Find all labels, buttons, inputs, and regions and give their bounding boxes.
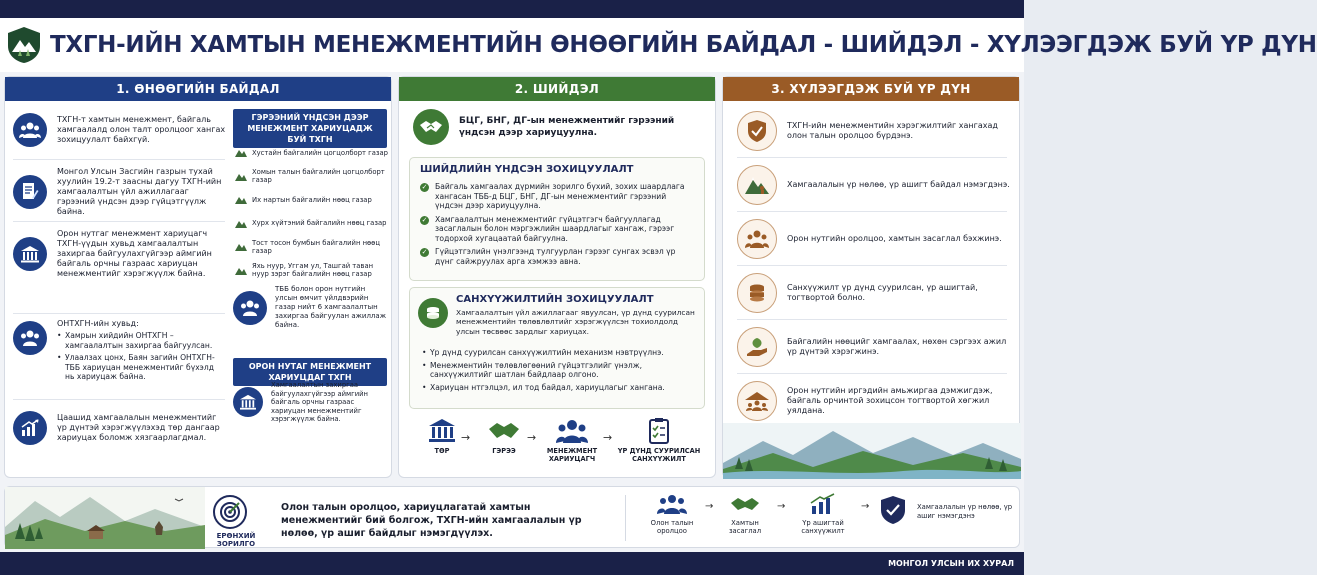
item-text: Хустайн байгалийн цогцолборт газар: [252, 148, 388, 157]
expected-results-panel: [722, 76, 1020, 478]
flow-step-financing: [617, 417, 701, 463]
goal-label: ЕРӨНХИЙ ЗОРИЛГО: [216, 532, 256, 548]
regulation-box: [409, 157, 705, 281]
people-group-icon: [233, 291, 267, 325]
item-text: Орон нутгийн иргэдийн амьжиргаа дэмжигдэж, байгаль орчинтой зохицсон тогтвортой хөгжил уялдана.: [787, 386, 993, 415]
bullet-item: • Улаалзах цонх, Баян загийн ОНТХГН- ТББ хариуцан менежментийг бүхэлд нь хариуцаж байна.: [57, 353, 225, 382]
checklist-icon: [644, 417, 674, 445]
arrow-right-icon: →: [603, 431, 613, 444]
government-building-icon: [233, 387, 263, 417]
flow-step-manager: [541, 417, 603, 463]
bullet-item: • Хамрын хийдийн ОНТХГН – хамгаалалтын захиргаа байгуулсан.: [57, 331, 225, 350]
divider: [13, 399, 225, 400]
panel-title: 3. ХҮЛЭЭГДЭЖ БУЙ ҮР ДҮН: [723, 77, 1019, 101]
people-group-icon: [13, 113, 47, 147]
list-item: [420, 182, 696, 211]
ngo-item: [233, 285, 389, 330]
local-areas-heading: ОРОН НУТАГ МЕНЕЖМЕНТ ХАРИУЦДАГ ТХГН: [233, 358, 387, 386]
financing-bullets: [422, 348, 698, 392]
list-item: [13, 319, 227, 382]
goal-strip: [4, 486, 1020, 548]
item-text: Их нартын байгалийн нөөц газар: [252, 195, 372, 204]
list-item: [235, 212, 391, 236]
document-pen-icon: [13, 175, 47, 209]
item-text: ТХГН-т хамтын менежмент, байгаль хамгаалалд олон талт оролцоог хангах зохицуулалт байхгүй.: [57, 115, 226, 144]
coins-stack-icon: [737, 273, 777, 313]
item-text: Орон нутгийн оролцоо, хамтын засаглал бэхжинэ.: [787, 234, 1002, 243]
page-title: ТХГН-ИЙН ХАМТЫН МЕНЕЖМЕНТИЙН ӨНӨӨГИЙН БАЙДАЛ - ШИЙДЭЛ - ХҮЛЭЭГДЭЖ БУЙ ҮР ДҮН: [50, 32, 1317, 58]
list-item: [235, 235, 391, 259]
divider: [737, 373, 1007, 374]
footer: МОНГОЛ УЛСЫН ИХ ХУРАЛ: [0, 552, 1024, 575]
intro-text: БЦГ, БНГ, ДГ-ын менежментийг гэрээний үндсэн дээр хариуцуулна.: [459, 116, 675, 138]
flow-step-contract: [475, 417, 533, 455]
list-item: [13, 229, 227, 279]
item-text: ОНТХГН-ийн хувьд:: [57, 319, 139, 328]
mountain-shield-logo-icon: [6, 26, 42, 64]
item-text: Хурх хүйтэний байгалийн нөөц газар: [252, 219, 387, 228]
list-item: [235, 188, 391, 212]
shield-check-icon: [879, 495, 909, 525]
list-item: [737, 327, 1013, 367]
arrow-right-icon: →: [461, 431, 471, 444]
list-item: [737, 381, 1013, 421]
check-icon: ✓: [421, 215, 428, 224]
government-building-icon: [13, 237, 47, 271]
item-text: Гүйцэтгэлийн үнэлгээнд тулгуурлан гэрээг сунгах эсвэл үр дүнг сайжруулах арга хэмжээ авна.: [435, 247, 676, 266]
people-group-icon: [657, 493, 687, 515]
list-item: [737, 111, 1013, 151]
contracted-areas-list: [235, 141, 391, 282]
bullet-item: • Менежментийн төлөвлөгөөний гүйцэтгэлийг үнэлж, санхүүжилтийг шатлан байдлаар олгоно.: [422, 361, 698, 380]
item-text: Байгаль хамгаалах дүрмийн зорилго бүхий, зохих шаардлага хангасан ТББ-д БЦГ, БНГ, ДГ-ын менежментийг гэрээний үндсэн дээр хариуцуулна.: [435, 182, 685, 210]
landscape-illustration: [723, 423, 1021, 479]
people-group-icon: [13, 321, 47, 355]
item-text: Хамгаалалтын менежментийг гүйцэтгэгч байгууллагад засаглалын болон мэргэжлийн шаардлагыг хангаж, гэрээг тодорхой хугацаатай байгуулна.: [435, 214, 675, 243]
handshake-icon: [413, 109, 449, 145]
item-text: Монгол Улсын Засгийн газрын тухай хуулийн 19.2-т заасны дагуу ТХГН-ийн хамгаалалтын үйл ажиллагааг гэрээний үндсэн дээр гүйцэтгүүлж байна.: [57, 167, 222, 216]
village-icon: [737, 381, 777, 421]
flow-label: ҮР ДҮНД СУУРИЛСАН САНХҮҮЖИЛТ: [617, 447, 701, 463]
shield-check-icon: [737, 111, 777, 151]
financing-box: [409, 287, 705, 409]
panel-title: 1. ӨНӨӨГИЙН БАЙДАЛ: [5, 77, 391, 101]
intro-row: [413, 109, 703, 145]
mountain-icon: [235, 266, 247, 275]
arrow-right-icon: →: [705, 501, 714, 512]
item-text: ТХГН-ийн менежментийн хэрэгжилтийг хангахад олон талын оролцоо бүрдэнэ.: [787, 121, 998, 140]
mountain-icon: [235, 195, 247, 204]
divider: [13, 313, 225, 314]
growth-chart-icon: [808, 493, 838, 515]
check-icon: ✓: [421, 248, 428, 256]
coins-stack-icon: [418, 298, 448, 328]
regulation-title: ШИЙДЛИЙН ҮНДСЭН ЗОХИЦУУЛАЛТ: [420, 164, 634, 175]
arrow-right-icon: →: [777, 501, 786, 512]
list-item: [235, 259, 391, 283]
target-icon: [213, 495, 247, 529]
people-group-icon: [555, 417, 589, 445]
deer-mountain-icon: [737, 165, 777, 205]
list-item: [737, 165, 1013, 205]
divider: [13, 159, 225, 160]
process-flow: [413, 417, 703, 473]
divider: [625, 495, 626, 541]
government-building-icon: [427, 417, 457, 445]
item-text: Санхүүжилт үр дүнд суурилсан, үр ашигтай, тогтвортой болно.: [787, 283, 978, 302]
top-bar: [0, 0, 1024, 18]
handshake-icon: [487, 417, 521, 445]
current-situation-panel: [4, 76, 392, 478]
mountain-icon: [235, 242, 247, 251]
item-text: Цаашид хамгаалалын менежментийг үр дүнтэй хэрэгжүүлэхэд төр дангаар хариуцах боломж хязгаарлагдмал.: [57, 413, 220, 442]
list-item: [235, 165, 391, 189]
divider: [737, 211, 1007, 212]
goal-text: Олон талын оролцоо, хариуцлагатай хамтын менежментийг бий болгож, ТХГН-ийн хамгаалалын үр нөлөө, үр ашиг байдлыг нэмэгдүүлэх.: [281, 502, 582, 539]
list-item: [737, 219, 1013, 259]
list-item: [420, 215, 696, 244]
step-label: Хамтын засаглал: [728, 519, 762, 535]
divider: [737, 319, 1007, 320]
item-text: Хамгаалалтын захиргаа байгуулахгүйгээр аймгийн байгаль орчны газраас хариуцан менежментийг хэрэгжүүлж байна.: [271, 381, 368, 424]
item-text: Байгалийн нөөцийг хамгаалах, нөхөн сэргээх ажил үр дүнтэй хэрэгжинэ.: [787, 337, 1007, 356]
arrow-right-icon: →: [527, 431, 537, 444]
goal-step: [717, 493, 773, 535]
handshake-icon: [730, 493, 760, 515]
header: [0, 18, 1317, 72]
flow-label: МЕНЕЖМЕНТ ХАРИУЦАГЧ: [546, 447, 598, 463]
list-item: [420, 247, 696, 266]
item-text: Орон нутгаг менежмент хариуцагч ТХГН-үүдын хувьд хамгаалалтын захиргаа байгуулахгүйгээр аймгийн байгаль орчны газраас хариуцан менежментийг хэрэгжүүлж байна.: [57, 229, 212, 278]
item-text: Хамгаалалын үр нөлөө, үр ашигт байдал нэмэгдэнэ.: [787, 180, 1010, 189]
community-icon: [737, 219, 777, 259]
bullet-item: • Хариуцан нтгэлцэл, ил тод байдал, хариуцлагыг хангана.: [422, 383, 698, 393]
list-item: [13, 113, 227, 147]
mountain-icon: [235, 219, 247, 228]
list-item: [737, 273, 1013, 313]
item-text: ТББ болон орон нутгийн улсын өмчит үйлдвэрийн газар нийт 6 хамгаалалтын захиргаа байгуулан ажиллаж байна.: [275, 285, 387, 329]
bullet-list: [57, 331, 225, 382]
goal-step: [791, 493, 855, 535]
divider: [737, 265, 1007, 266]
list-item: [235, 141, 391, 165]
regulation-list: [420, 182, 696, 270]
divider: [737, 157, 1007, 158]
bullet-item: • Үр дүнд суурилсан санхүүжилтийн механизм нэвтрүүлнэ.: [422, 348, 698, 358]
mountain-icon: [235, 172, 247, 181]
mountain-icon: [235, 148, 247, 157]
panel-title: 2. ШИЙДЭЛ: [399, 77, 715, 101]
list-item: [13, 167, 227, 217]
item-text: Тост тосон бумбын байгалийн нөөц газар: [252, 238, 380, 255]
local-item: [233, 381, 389, 424]
step-label: Хамгаалалын үр нөлөө, үр ашиг нэмэгдэнэ: [917, 503, 1013, 520]
arrow-right-icon: →: [861, 501, 870, 512]
contracted-areas-heading: ГЭРЭЭНИЙ ҮНДСЭН ДЭЭР МЕНЕЖМЕНТ ХАРИУЦАДЖ БУЙ ТХГН: [233, 109, 387, 148]
landscape-illustration: [5, 487, 205, 549]
divider: [13, 221, 225, 222]
growth-chart-icon: [13, 411, 47, 445]
list-item: [13, 411, 227, 445]
hand-leaf-icon: [737, 327, 777, 367]
flow-label: ТӨР: [434, 447, 450, 455]
flow-label: ГЭРЭЭ: [492, 447, 516, 455]
financing-intro: Хамгаалалтын үйл ажиллагааг явуулсан, үр дүнд суурилсан менежментийн төлөвлөлтийг хэрэгжүүлсэн тохиолдолд улсын төсвөөс зардлыг хариуцах.: [456, 308, 695, 336]
step-label: Үр ашигтай санхүүжилт: [801, 519, 845, 535]
financing-title: САНХҮҮЖИЛТИЙН ЗОХИЦУУЛАЛТ: [456, 294, 654, 305]
check-icon: ✓: [421, 183, 428, 191]
solution-panel: [398, 76, 716, 478]
goal-step: [641, 493, 703, 535]
item-text: Хомын талын байгалийн цогцолборт газар: [252, 168, 385, 185]
item-text: Яхь нуур, Уггам ул, Ташгай таван нуур зэрэг байгалийн нөөц газар: [252, 262, 374, 279]
step-label: Олон талын оролцоо: [650, 519, 694, 535]
